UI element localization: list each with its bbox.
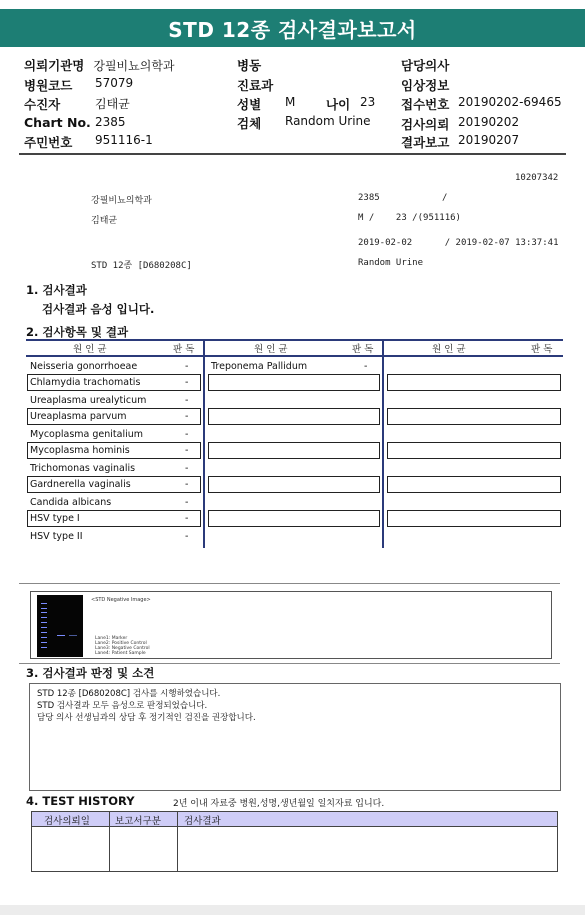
gel-band bbox=[41, 637, 47, 638]
resident-label: 주민번호 bbox=[24, 135, 73, 150]
history-col-type: 보고서구분 bbox=[115, 816, 161, 827]
sex-label: 성별 bbox=[237, 97, 262, 112]
col3-row-box-5 bbox=[387, 442, 561, 459]
history-table bbox=[31, 811, 558, 872]
col1-item-3: Ureaplasma parvum bbox=[30, 411, 127, 422]
col3-row-box-7 bbox=[387, 476, 561, 493]
summary-slash: / bbox=[442, 193, 448, 203]
gel-legend-3: Lane4: Patient Sample bbox=[95, 651, 146, 656]
hospital-code-row bbox=[24, 76, 134, 94]
patient-row bbox=[24, 95, 130, 113]
gel-legend-1: Lane2: Positive Control bbox=[95, 641, 147, 646]
col1-result-4: - bbox=[185, 429, 189, 440]
table-header bbox=[26, 341, 563, 355]
history-col-divider-2 bbox=[177, 812, 178, 871]
col1-result-8: - bbox=[185, 497, 189, 508]
col2-row-box-7 bbox=[208, 476, 380, 493]
section4-heading: 4. TEST HISTORY bbox=[26, 794, 135, 808]
specimen-row bbox=[237, 114, 371, 132]
dept-label: 진료과 bbox=[237, 78, 274, 93]
col1-result-5: - bbox=[185, 445, 189, 456]
col1-item-10: HSV type II bbox=[30, 531, 83, 542]
gel-band bbox=[57, 635, 65, 636]
dept-label-wrap bbox=[237, 76, 273, 94]
institution-value: 강필비뇨의학과 bbox=[93, 59, 175, 73]
sex-row bbox=[237, 95, 296, 113]
col1-item-0: Neisseria gonorrhoeae bbox=[30, 361, 138, 372]
col2-judgement-header: 판 독 bbox=[352, 344, 374, 355]
history-col-divider-1 bbox=[109, 812, 110, 871]
report-date-label: 결과보고 bbox=[401, 135, 450, 150]
clinical-info-wrap bbox=[401, 76, 449, 94]
summary-clinic: 강필비뇨의학과 bbox=[91, 196, 152, 206]
col1-item-5: Mycoplasma hominis bbox=[30, 445, 130, 456]
age-label: 나이 bbox=[326, 97, 351, 112]
summary-name: 김태균 bbox=[91, 216, 118, 226]
gel-band bbox=[41, 622, 47, 623]
doctor-label: 담당의사 bbox=[401, 58, 450, 73]
section3-heading: 3. 검사결과 판정 및 소견 bbox=[26, 666, 155, 680]
section2-heading: 2. 검사항목 및 결과 bbox=[26, 325, 129, 339]
gel-image bbox=[37, 595, 83, 657]
age-value: 23 bbox=[360, 95, 376, 109]
findings-box bbox=[29, 683, 561, 791]
col2-row-box-5 bbox=[208, 442, 380, 459]
col1-item-2: Ureaplasma urealyticum bbox=[30, 395, 147, 406]
history-col-date: 검사의뢰일 bbox=[44, 816, 90, 827]
hospital-code-label: 병원코드 bbox=[24, 78, 73, 93]
sex-value: M bbox=[285, 95, 296, 109]
hospital-code-value: 57079 bbox=[95, 76, 134, 90]
summary-chart: 2385 bbox=[358, 193, 380, 203]
col1-pathogen-header: 원 인 균 bbox=[73, 344, 107, 355]
age-row bbox=[326, 95, 376, 113]
gel-band bbox=[41, 612, 47, 613]
request-value: 20190202 bbox=[458, 115, 520, 129]
section3-divider bbox=[19, 663, 560, 664]
page-footer bbox=[0, 905, 585, 915]
col1-result-2: - bbox=[185, 395, 189, 406]
gel-band bbox=[41, 603, 47, 604]
report-title: STD 12종 검사결과보고서 bbox=[0, 9, 585, 47]
col1-item-8: Candida albicans bbox=[30, 497, 112, 508]
chart-row bbox=[24, 115, 126, 130]
section1-text: 검사결과 음성 입니다. bbox=[42, 302, 155, 316]
summary-dates: 2019-02-02 / 2019-02-07 13:37:41 bbox=[358, 238, 559, 248]
col1-result-10: - bbox=[185, 531, 189, 542]
summary-specimen: Random Urine bbox=[358, 258, 424, 268]
resident-row bbox=[24, 133, 153, 151]
doctor-label-wrap bbox=[401, 56, 449, 74]
history-header bbox=[32, 812, 557, 827]
col1-result-7: - bbox=[185, 479, 189, 490]
col2-row-box-3 bbox=[208, 408, 380, 425]
table-header-line bbox=[26, 355, 563, 357]
chart-value: 2385 bbox=[95, 115, 126, 129]
image-divider bbox=[19, 583, 560, 584]
col3-row-box-3 bbox=[387, 408, 561, 425]
report-date-value: 20190207 bbox=[458, 133, 520, 147]
receipt-no-value: 20190202-69465 bbox=[458, 95, 562, 109]
summary-test: STD 12종 [D680208C] bbox=[91, 261, 192, 271]
gel-image-box bbox=[30, 591, 552, 659]
gel-band bbox=[41, 642, 47, 643]
col1-result-9: - bbox=[185, 513, 189, 524]
gel-band bbox=[69, 635, 77, 636]
col2-item-0: Treponema Pallidum bbox=[211, 361, 308, 372]
col1-result-0: - bbox=[185, 361, 189, 372]
findings-line-1: STD 검사결과 모두 음성으로 판정되었습니다. bbox=[37, 701, 208, 711]
gel-legend-0: Lane1: Marker bbox=[95, 636, 128, 641]
history-col-result: 검사결과 bbox=[184, 816, 221, 827]
col3-judgement-header: 판 독 bbox=[531, 344, 553, 355]
ward-label-wrap bbox=[237, 56, 261, 74]
col1-result-3: - bbox=[185, 411, 189, 422]
section1-heading: 1. 검사결과 bbox=[26, 283, 87, 297]
col3-pathogen-header: 원 인 균 bbox=[432, 344, 466, 355]
chart-label: Chart No. bbox=[24, 115, 91, 130]
request-row bbox=[401, 115, 520, 133]
receipt-no-label: 접수번호 bbox=[401, 97, 450, 112]
col1-item-4: Mycoplasma genitalium bbox=[30, 429, 144, 440]
gel-band bbox=[41, 617, 47, 618]
report-date-row bbox=[401, 133, 520, 151]
institution-label: 의뢰기관명 bbox=[24, 58, 85, 73]
institution-row bbox=[24, 56, 175, 74]
summary-sex-age: M / 23 /(951116) bbox=[358, 213, 461, 223]
table-divider-2 bbox=[382, 341, 384, 548]
table-divider-1 bbox=[203, 341, 205, 548]
receipt-row bbox=[401, 95, 562, 113]
col2-result-0: - bbox=[364, 361, 368, 372]
col2-pathogen-header: 원 인 균 bbox=[254, 344, 288, 355]
col1-judgement-header: 판 독 bbox=[173, 344, 195, 355]
col1-item-6: Trichomonas vaginalis bbox=[30, 463, 136, 474]
col1-result-1: - bbox=[185, 377, 189, 388]
col3-row-box-9 bbox=[387, 510, 561, 527]
col1-result-6: - bbox=[185, 463, 189, 474]
col3-row-box-1 bbox=[387, 374, 561, 391]
findings-line-0: STD 12종 [D680208C] 검사를 시행하였습니다. bbox=[37, 689, 221, 699]
summary-code: 10207342 bbox=[515, 173, 559, 183]
header-divider bbox=[19, 153, 566, 155]
resident-value: 951116-1 bbox=[95, 133, 153, 147]
history-note: 2년 이내 자료중 병원,성명,생년월일 일치자료 입니다. bbox=[173, 799, 385, 809]
patient-label: 수진자 bbox=[24, 97, 61, 112]
clinical-info-label: 임상정보 bbox=[401, 78, 450, 93]
gel-legend-2: Lane3: Negative Control bbox=[95, 646, 150, 651]
gel-band bbox=[41, 627, 47, 628]
col1-item-7: Gardnerella vaginalis bbox=[30, 479, 131, 490]
gel-band bbox=[41, 647, 47, 648]
gel-band bbox=[41, 632, 47, 633]
gel-band bbox=[41, 608, 47, 609]
findings-line-2: 담당 의사 선생님과의 상담 후 정기적인 검진을 권장합니다. bbox=[37, 713, 256, 723]
ward-label: 병동 bbox=[237, 58, 262, 73]
col2-row-box-1 bbox=[208, 374, 380, 391]
col1-item-9: HSV type I bbox=[30, 513, 80, 524]
request-label: 검사의뢰 bbox=[401, 117, 450, 132]
patient-value: 김태균 bbox=[95, 97, 130, 111]
col2-row-box-9 bbox=[208, 510, 380, 527]
col1-item-1: Chlamydia trachomatis bbox=[30, 377, 141, 388]
gel-caption: <STD Negative Image> bbox=[91, 597, 151, 603]
specimen-value: Random Urine bbox=[285, 114, 371, 128]
specimen-label: 검체 bbox=[237, 116, 262, 131]
